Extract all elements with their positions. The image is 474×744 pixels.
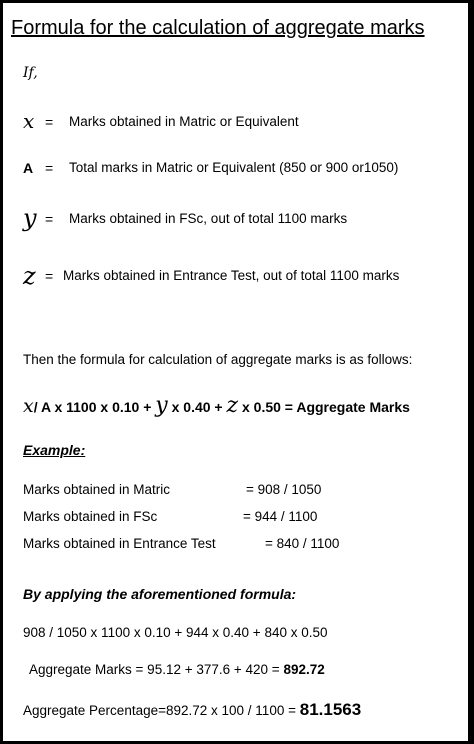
formula-intro: Then the formula for calculation of aggregate marks is as follows: [23, 352, 413, 367]
applying-heading: By applying the aforementioned formula: [23, 586, 297, 602]
example-label: Marks obtained in Matric [23, 482, 171, 497]
formula-symbol-y: y [155, 393, 168, 418]
definition-eq: = [45, 160, 54, 176]
definition-text: Marks obtained in Entrance Test, out of total 1100 marks [63, 268, 400, 283]
example-value: = 840 / 1100 [265, 536, 340, 551]
calculation-line: 908 / 1050 x 1100 x 0.10 + 944 x 0.40 + 840 x 0.50 [23, 625, 328, 640]
definition-text: Marks obtained in Matric or Equivalent [69, 114, 299, 129]
formula-part-1: / A x 1100 x 0.10 + [33, 399, 152, 415]
formula-part-2: x 0.40 + [171, 399, 223, 415]
symbol-a: A [23, 160, 34, 176]
aggregate-percentage-line [23, 700, 361, 720]
symbol-y: y [23, 204, 37, 232]
example-label: Marks obtained in FSc [23, 509, 158, 524]
example-label: Marks obtained in Entrance Test [23, 536, 216, 551]
definition-eq: = [45, 211, 54, 227]
symbol-z: z [23, 262, 36, 290]
formula-line [23, 393, 410, 418]
example-heading: Example: [23, 442, 86, 458]
aggregate-marks-line [29, 662, 325, 677]
example-value: = 944 / 1100 [243, 509, 318, 524]
formula-symbol-z: z [226, 393, 239, 418]
formula-symbol-x: x [23, 395, 34, 417]
definition-eq: = [45, 268, 54, 284]
symbol-x: x [23, 109, 35, 133]
page-title: Formula for the calculation of aggregate marks [11, 17, 425, 39]
aggregate-marks-label: Aggregate Marks = 95.12 + 377.6 + 420 = [29, 662, 280, 677]
definition-text: Marks obtained in FSc, out of total 1100 marks [69, 211, 348, 226]
definition-text: Total marks in Matric or Equivalent (850 or 900 or1050) [69, 160, 399, 175]
intro-text: If, [23, 65, 38, 81]
aggregate-percentage-result: 81.1563 [299, 700, 362, 719]
example-value: = 908 / 1050 [246, 482, 322, 497]
formula-part-3: x 0.50 = Aggregate Marks [241, 399, 410, 415]
aggregate-percentage-label: Aggregate Percentage=892.72 x 100 / 1100 = [23, 703, 296, 718]
aggregate-marks-result: 892.72 [283, 662, 325, 677]
definition-eq: = [45, 114, 54, 130]
